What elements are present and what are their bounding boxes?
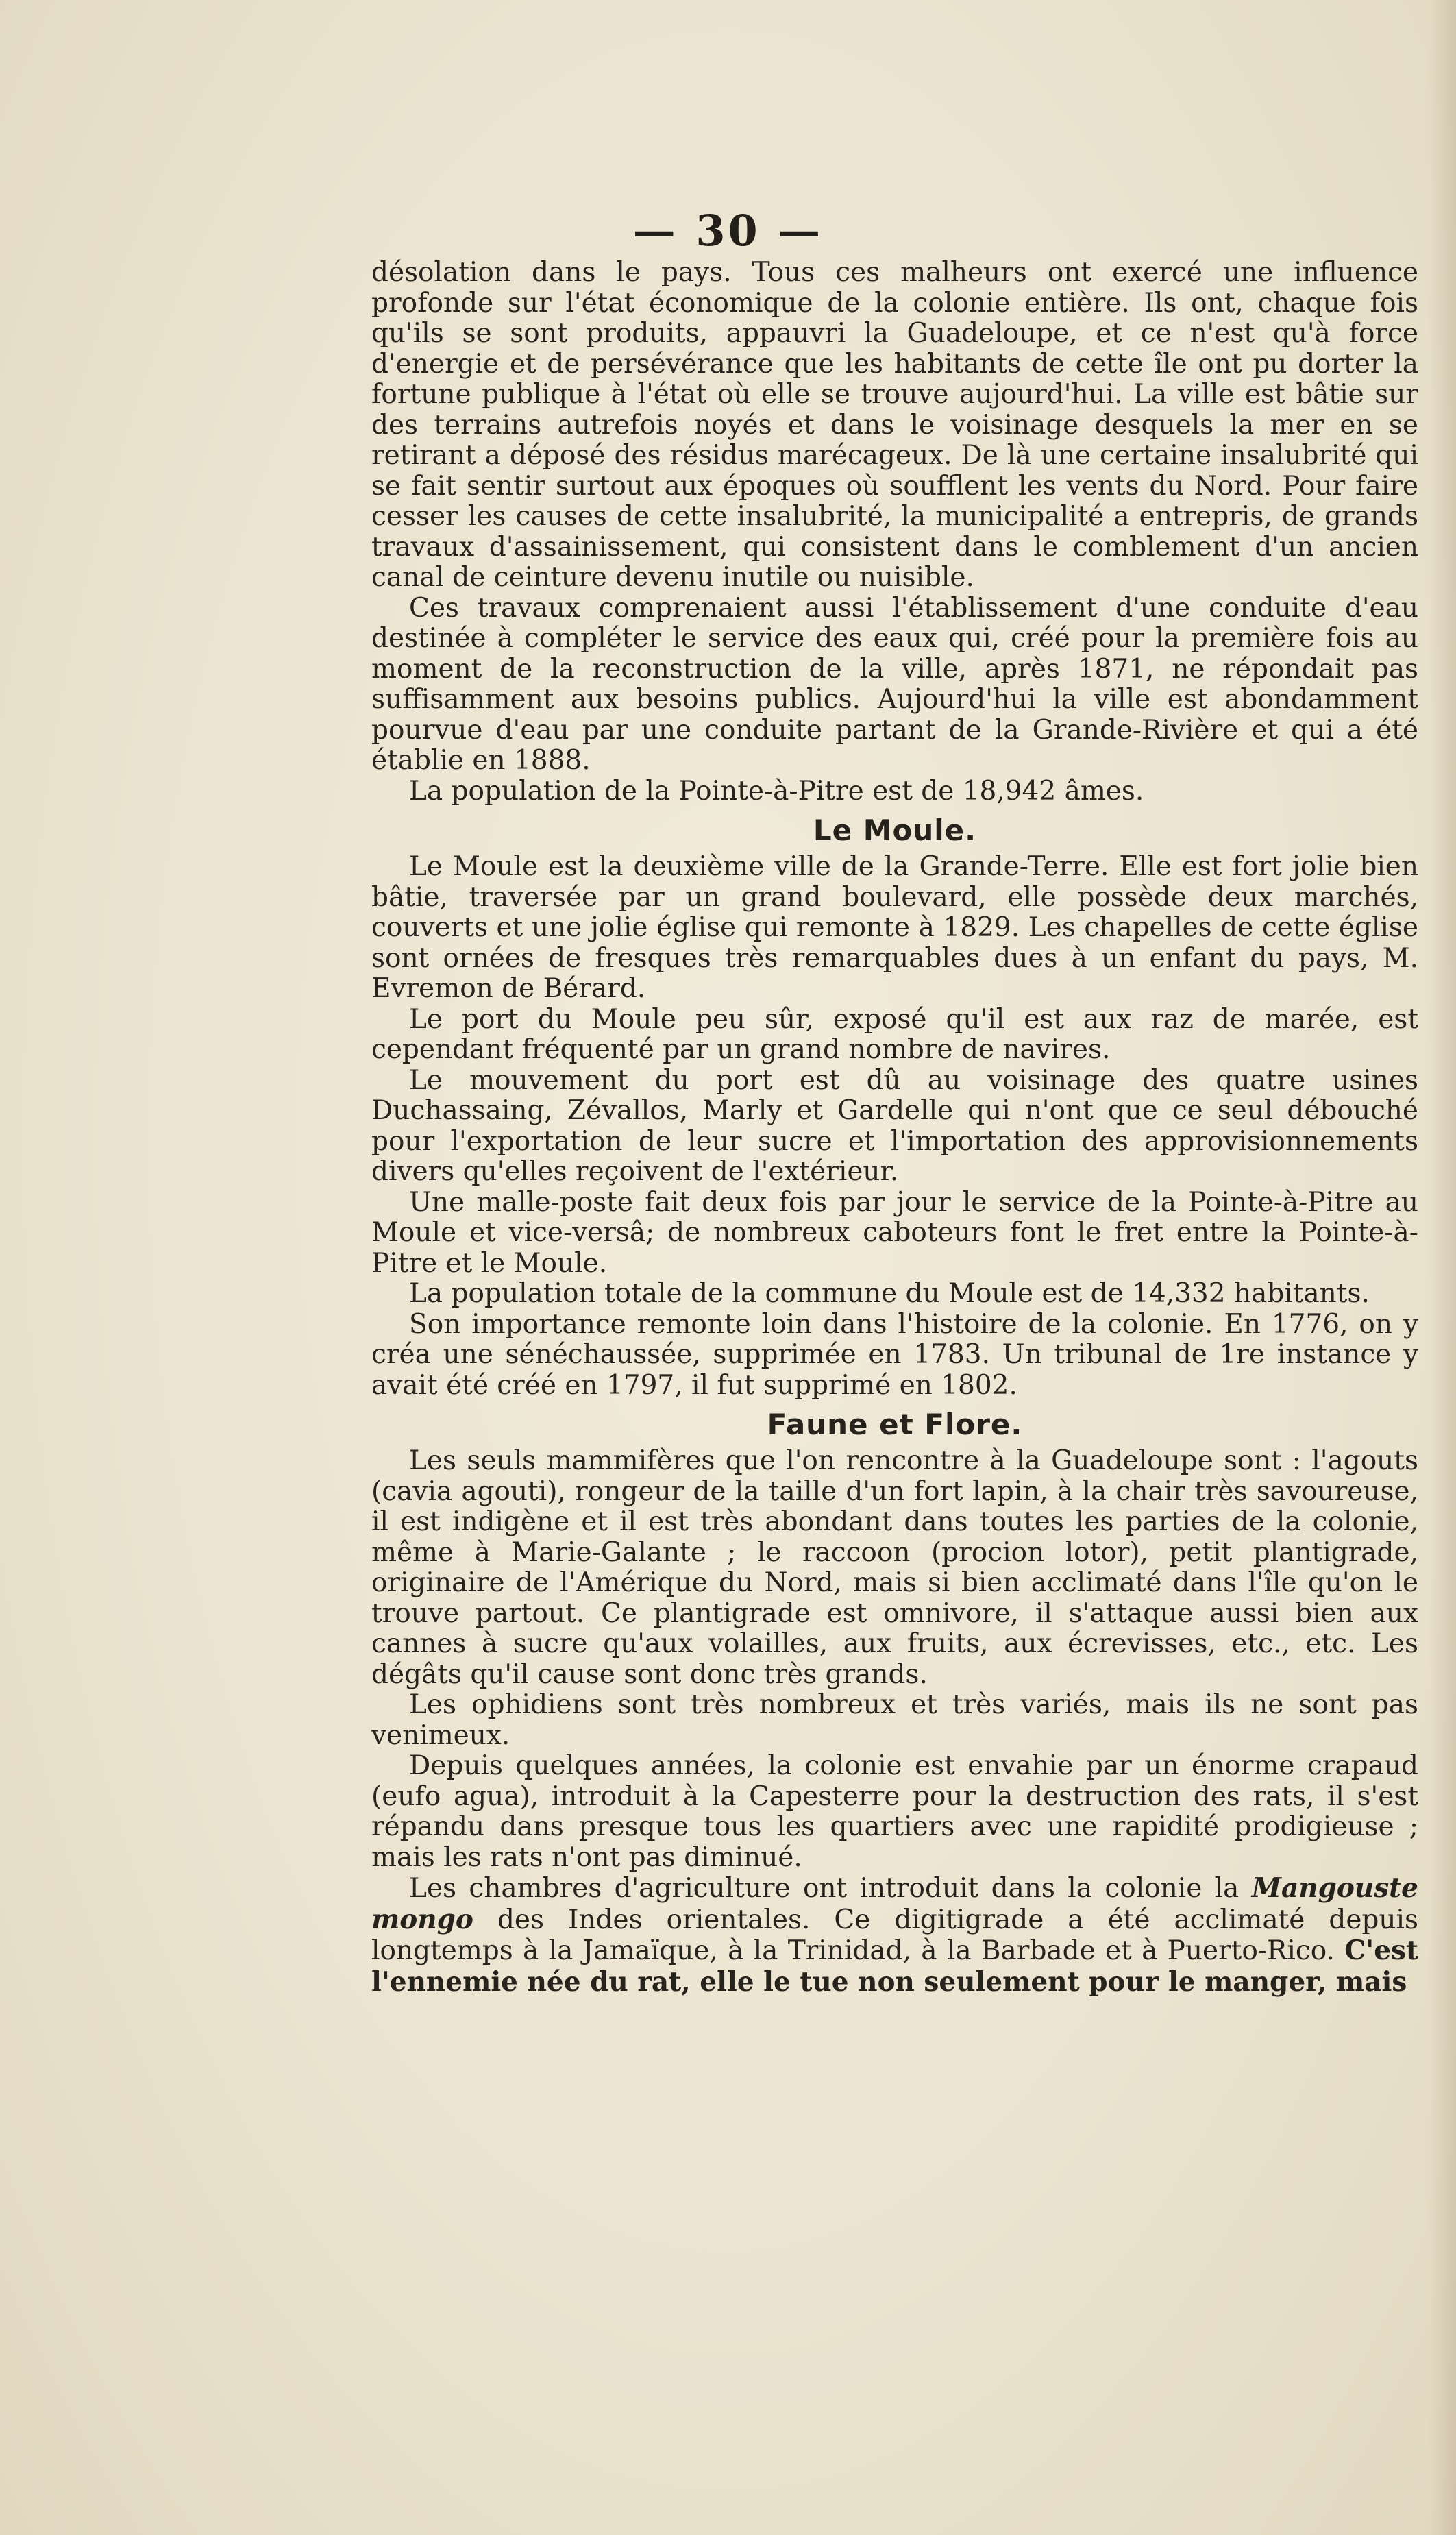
paragraph-intro-1: désolation dans le pays. Tous ces malheurs ont exercé une influence profonde sur l'état économique de la colonie entière. Ils ont, chaque fois qu'ils se sont produits, appauvri la Guadeloupe, et ce n'est qu'à force d'energie et de persévérance que les habitants de cette île ont pu dorter la fortune publique à l'état où elle se trouve aujourd'hui. La ville est bâtie sur des terrains autrefois noyés et dans le voisinage desquels la mer en se retirant a déposé des résidus marécageux. De là une certaine insalubrité qui se fait sentir surtout aux époques où soufflent les vents du Nord. Pour faire cesser les causes de cette insalubrité, la municipalité a entrepris, de grands travaux d'assainissement, qui consistent dans le comblement d'un ancien canal de ceinture devenu inutile ou nuisible. [371, 257, 1418, 593]
page-edge-shadow [1429, 0, 1456, 2535]
paragraph-moule-6: Son importance remonte loin dans l'histoire de la colonie. En 1776, on y créa une sénéchaussée, supprimée en 1783. Un tribunal de 1re instance y avait été créé en 1797, il fut supprimé en 1802. [371, 1308, 1418, 1401]
section-heading-faune-flore: Faune et Flore. [767, 1408, 1023, 1441]
paragraph-moule-1: Le Moule est la deuxième ville de la Grande-Terre. Elle est fort jolie bien bâtie, traversée par un grand boulevard, elle possède deux marchés, couverts et une jolie église qui remonte à 1829. Les chapelles de cette église sont ornées de fresques très remarquables dues à un enfant du pays, M. Evremon de Bérard. [371, 851, 1418, 1004]
paragraph-moule-5: La population totale de la commune du Moule est de 14,332 habitants. [409, 1278, 1370, 1309]
paragraph-moule-4: Une malle-poste fait deux fois par jour le service de la Pointe-à-Pitre au Moule et vice-versâ; de nombreux caboteurs font le fret entre la Pointe-à-Pitre et le Moule. [371, 1186, 1418, 1279]
page-number: — 30 — [632, 206, 824, 256]
paragraph-faune-4 [371, 1873, 1418, 1998]
paragraph-faune-4-bold-line: C'est l'ennemie née du rat, elle le tue non seulement pour le manger, mais [371, 1935, 1418, 1998]
paragraph-faune-2: Les ophidiens sont très nombreux et très variés, mais ils ne sont pas venimeux. [371, 1689, 1418, 1751]
paragraph-faune-3: Depuis quelques années, la colonie est envahie par un énorme crapaud (eufo agua), introduit à la Capesterre pour la destruction des rats, il s'est répandu dans presque tous les quartiers avec une rapidité prodigieuse ; mais les rats n'ont pas diminué. [371, 1750, 1418, 1873]
paragraph-moule-3: Le mouvement du port est dû au voisinage des quatre usines Duchassaing, Zévallos, Marly et Gardelle qui n'ont que ce seul débouché pour l'exportation de leur sucre et l'importation des approvisionnements divers qu'elles reçoivent de l'extérieur. [371, 1064, 1418, 1187]
paragraph-faune-4-part2: des Indes orientales. Ce digitigrade a été acclimaté depuis longtemps à la Jamaïque, à la Trinidad, à la Barbade et à Puerto-Rico. [371, 1904, 1418, 1966]
paragraph-intro-2: Ces travaux comprenaient aussi l'établissement d'une conduite d'eau destinée à compléter le service des eaux qui, créé pour la première fois au moment de la reconstruction de la ville, après 1871, ne répondait pas suffisamment aux besoins publics. Aujourd'hui la ville est abondamment pourvue d'eau par une conduite partant de la Grande-Rivière et qui a été établie en 1888. [371, 592, 1418, 776]
section-heading-moule: Le Moule. [813, 813, 977, 847]
paragraph-intro-3: La population de la Pointe-à-Pitre est de 18,942 âmes. [409, 775, 1144, 807]
paragraph-faune-4-part1: Les chambres d'agriculture ont introduit dans la colonie la [409, 1873, 1252, 1904]
body-text [371, 258, 1418, 1998]
species-name: Mangouste mongo [371, 1872, 1418, 1935]
paragraph-faune-1: Les seuls mammifères que l'on rencontre à la Guadeloupe sont : l'agouts (cavia agouti), rongeur de la taille d'un fort lapin, à la chair très savoureuse, il est indigène et il est très abondant dans toutes les parties de la colonie, même à Marie-Galante ; le raccoon (procion lotor), petit plantigrade, originaire de l'Amérique du Nord, mais si bien acclimaté dans l'île qu'on le trouve partout. Ce plantigrade est omnivore, il s'attaque aussi bien aux cannes à sucre qu'aux volailles, aux fruits, aux écrevisses, etc., etc. Les dégâts qu'il cause sont donc très grands. [371, 1445, 1418, 1690]
paragraph-moule-2: Le port du Moule peu sûr, exposé qu'il est aux raz de marée, est cependant fréquenté par un grand nombre de navires. [371, 1003, 1418, 1065]
